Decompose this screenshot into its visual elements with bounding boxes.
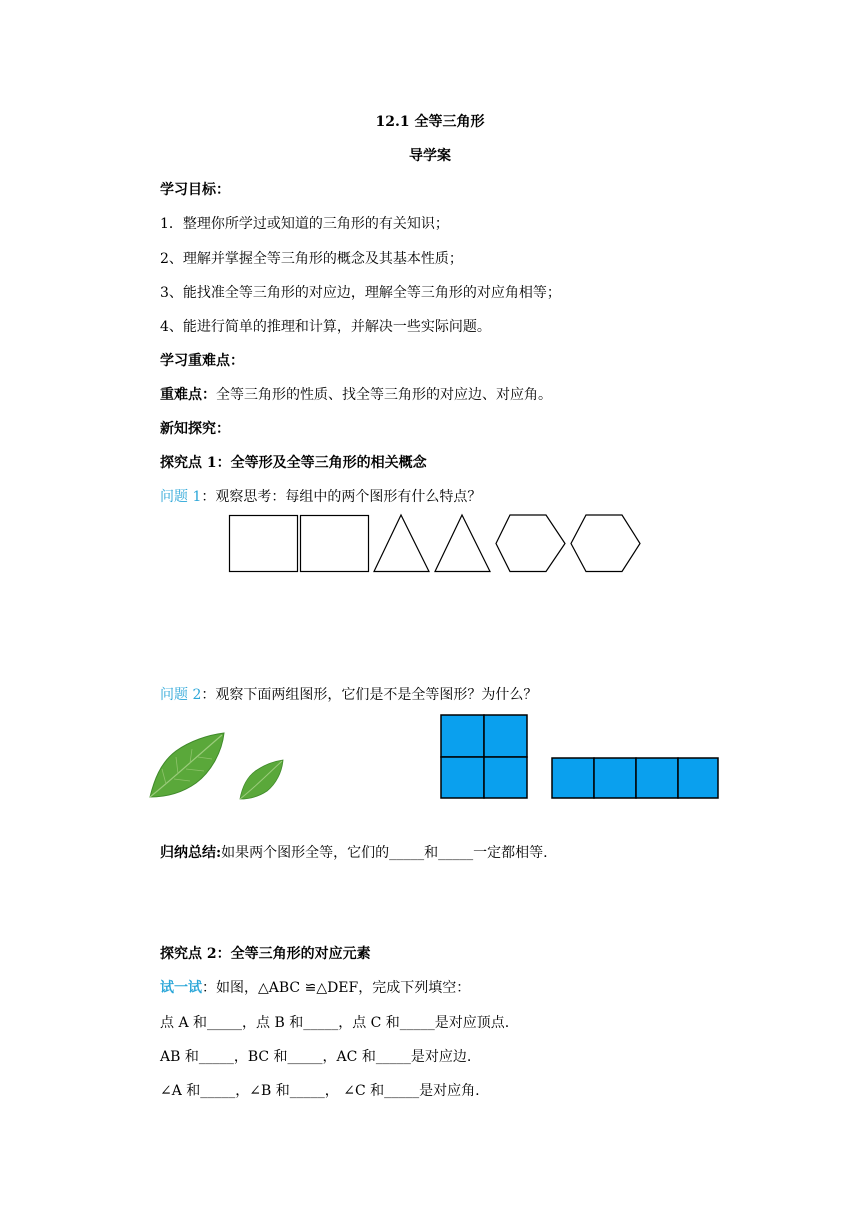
tile-8 bbox=[678, 758, 718, 798]
summary-label: 归纳总结: bbox=[160, 845, 222, 861]
point2-heading: 探究点 2：全等三角形的对应元素 bbox=[160, 946, 371, 962]
congruent-shapes-figure bbox=[226, 512, 646, 576]
tile-grid-row bbox=[550, 756, 722, 801]
hexagon-shape-2 bbox=[571, 515, 640, 572]
page-subtitle: 导学案 bbox=[409, 148, 451, 164]
key-points-line bbox=[160, 385, 552, 405]
tile-1 bbox=[441, 715, 484, 757]
fill-line-sides: AB 和_____，BC 和_____，AC 和_____是对应边. bbox=[160, 1049, 472, 1065]
goal-item-4: 4、能进行简单的推理和计算，并解决一些实际问题。 bbox=[160, 319, 491, 335]
leaf-small-image bbox=[237, 758, 285, 802]
try-text: ：如图，△ABC ≌△DEF，完成下列填空： bbox=[202, 980, 471, 996]
question-2-text: ：观察下面两组图形，它们是不是全等图形？为什么？ bbox=[201, 687, 538, 703]
tile-5 bbox=[552, 758, 594, 798]
tile-2 bbox=[484, 715, 527, 757]
tile-grid-square bbox=[439, 713, 531, 801]
question-2 bbox=[160, 685, 537, 705]
tile-3 bbox=[441, 757, 484, 798]
goal-item-3: 3、能找准全等三角形的对应边，理解全等三角形的对应角相等； bbox=[160, 285, 561, 301]
try-label: 试一试 bbox=[160, 980, 202, 996]
question-2-label: 问题 2 bbox=[160, 687, 202, 703]
point1-heading: 探究点 1：全等形及全等三角形的相关概念 bbox=[160, 455, 427, 471]
explore-heading: 新知探究： bbox=[160, 421, 230, 437]
square-shape-2 bbox=[301, 516, 369, 572]
summary bbox=[160, 843, 548, 863]
goals-heading: 学习目标： bbox=[160, 182, 230, 198]
try-it bbox=[160, 978, 470, 998]
tile-7 bbox=[636, 758, 678, 798]
hexagon-shape-1 bbox=[496, 515, 565, 572]
key-points-heading: 学习重难点： bbox=[160, 353, 244, 369]
question-1 bbox=[160, 487, 481, 507]
goal-item-2: 2、理解并掌握全等三角形的概念及其基本性质； bbox=[160, 251, 463, 267]
leaf-large-image bbox=[146, 729, 228, 801]
page-title: 12.1 全等三角形 bbox=[375, 114, 485, 130]
fill-line-angles: ∠A 和_____，∠B 和_____， ∠C 和_____是对应角. bbox=[160, 1083, 480, 1099]
key-points-text: 全等三角形的性质、找全等三角形的对应边、对应角。 bbox=[216, 387, 552, 403]
tile-4 bbox=[484, 757, 527, 798]
square-shape-1 bbox=[230, 516, 298, 572]
key-points-label: 重难点： bbox=[160, 387, 216, 403]
fill-line-vertices: 点 A 和_____，点 B 和_____，点 C 和_____是对应顶点. bbox=[160, 1015, 510, 1031]
tile-6 bbox=[594, 758, 636, 798]
goal-item-1: 1．整理你所学过或知道的三角形的有关知识； bbox=[160, 216, 449, 232]
triangle-shape-2 bbox=[435, 515, 490, 572]
triangle-shape-1 bbox=[374, 515, 429, 572]
summary-text: 如果两个图形全等，它们的_____和_____一定都相等. bbox=[221, 845, 548, 861]
question-1-text: ：观察思考：每组中的两个图形有什么特点？ bbox=[201, 489, 482, 505]
question-1-label: 问题 1 bbox=[160, 489, 202, 505]
